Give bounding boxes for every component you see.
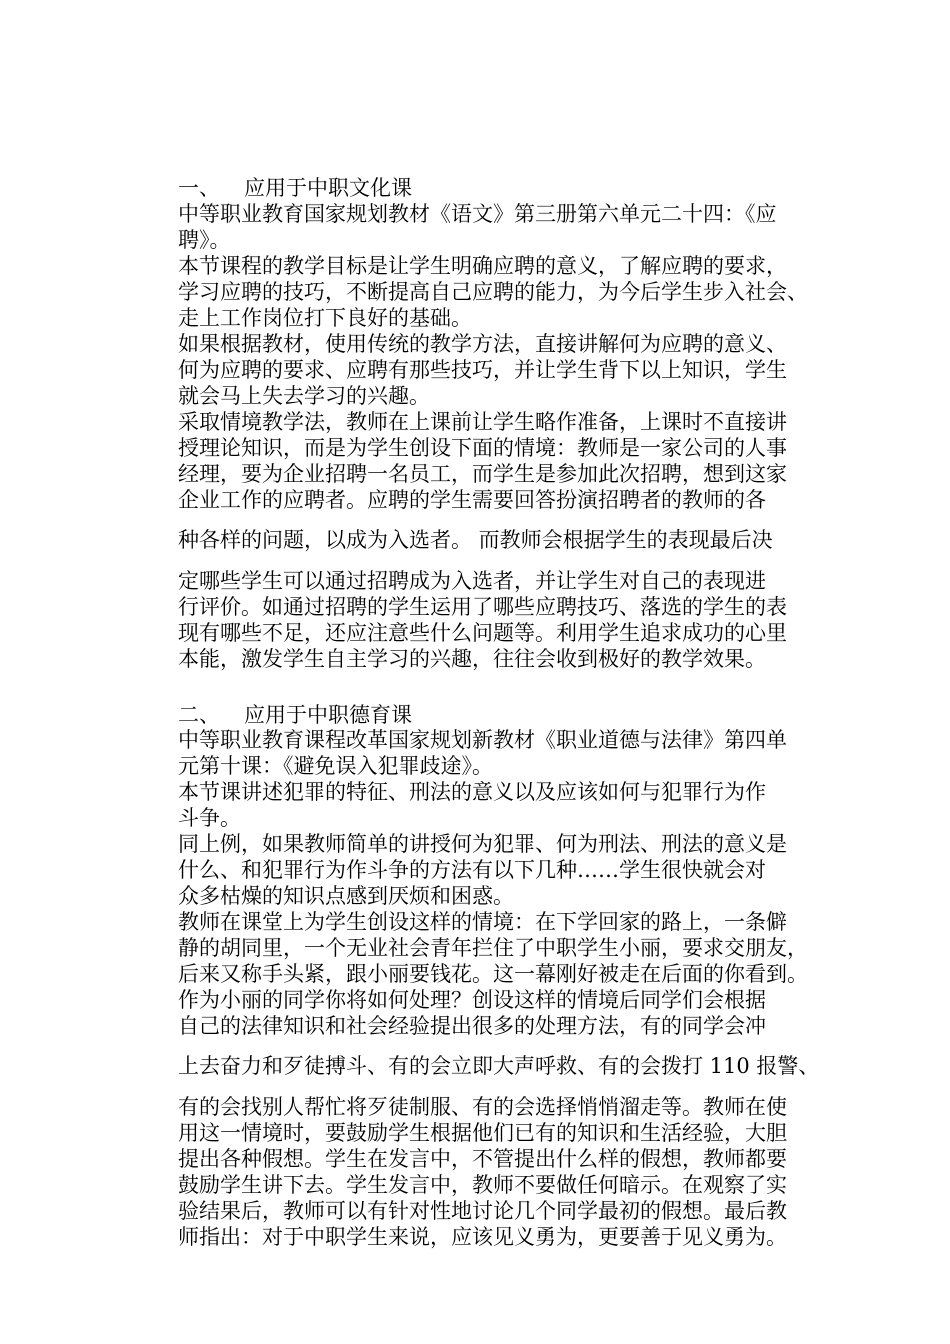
- paragraph-line: 聘》。: [178, 228, 231, 252]
- paragraph-line: 授理论知识，而是为学生创设下面的情境：教师是一家公司的人事: [178, 436, 787, 460]
- paragraph-line: 后来又称手头紧，跟小丽要钱花。这一幕刚好被走在后面的你看到。: [178, 962, 808, 986]
- paragraph-line: 就会马上失去学习的兴趣。: [178, 384, 430, 408]
- section-1-title: 应用于中职文化课: [244, 176, 412, 200]
- section-2-number: 二、: [178, 703, 220, 727]
- paragraph-line: 验结果后，教师可以有针对性地讨论几个同学最初的假想。最后教: [178, 1199, 787, 1223]
- paragraph-line: 何为应聘的要求、应聘有那些技巧，并让学生背下以上知识，学生: [178, 358, 787, 382]
- paragraph-line: 现有哪些不足，还应注意些什么问题等。利用学生追求成功的心里: [178, 621, 787, 645]
- paragraph-line: 本能，激发学生自主学习的兴趣，往往会收到极好的教学效果。: [178, 647, 766, 671]
- paragraph-line: 作为小丽的同学你将如何处理？创设这样的情境后同学们会根据: [178, 988, 766, 1012]
- paragraph-line: 上去奋力和歹徒搏斗、有的会立即大声呼救、有的会拨打 110 报警、: [178, 1054, 820, 1078]
- paragraph-line: 用这一情境时，要鼓励学生根据他们已有的知识和生活经验，大胆: [178, 1121, 787, 1145]
- section-2-title: 应用于中职德育课: [244, 703, 412, 727]
- section-1-heading: [178, 175, 828, 201]
- paragraph-line: 提出各种假想。学生在发言中，不管提出什么样的假想，教师都要: [178, 1147, 787, 1171]
- paragraph-line: 同上例，如果教师简单的讲授何为犯罪、何为刑法、刑法的意义是: [178, 832, 787, 856]
- paragraph-line: 走上工作岗位打下良好的基础。: [178, 306, 472, 330]
- paragraph-line: 如果根据教材，使用传统的教学方法，直接讲解何为应聘的意义、: [178, 332, 787, 356]
- paragraph-line: 本节课讲述犯罪的特征、刑法的意义以及应该如何与犯罪行为作: [178, 780, 766, 804]
- paragraph-line: 中等职业教育国家规划教材《语文》第三册第六单元二十四：《应: [178, 202, 777, 226]
- paragraph-line: 中等职业教育课程改革国家规划新教材《职业道德与法律》第四单: [178, 728, 787, 752]
- paragraph-line: 有的会找别人帮忙将歹徒制服、有的会选择悄悄溜走等。教师在使: [178, 1095, 787, 1119]
- paragraph-line: 静的胡同里，一个无业社会青年拦住了中职学生小丽，要求交朋友，: [178, 936, 808, 960]
- section-1-number: 一、: [178, 176, 220, 200]
- paragraph-line: 斗争。: [178, 806, 241, 830]
- paragraph-line: 行评价。如通过招聘的学生运用了哪些应聘技巧、落选的学生的表: [178, 595, 787, 619]
- paragraph-line: 众多枯燥的知识点感到厌烦和困惑。: [178, 884, 514, 908]
- paragraph-line: 鼓励学生讲下去。学生发言中，教师不要做任何暗示。在观察了实: [178, 1173, 787, 1197]
- paragraph-line: 自己的法律知识和社会经验提出很多的处理方法，有的同学会冲: [178, 1014, 766, 1038]
- paragraph-line: 种各样的问题，以成为入选者。 而教师会根据学生的表现最后决: [178, 528, 773, 552]
- paragraph-line: 教师在课堂上为学生创设这样的情境：在下学回家的路上，一条僻: [178, 910, 787, 934]
- paragraph-line: 师指出：对于中职学生来说，应该见义勇为，更要善于见义勇为。: [178, 1225, 787, 1249]
- paragraph-line: 学习应聘的技巧，不断提高自己应聘的能力，为今后学生步入社会、: [178, 280, 808, 304]
- paragraph-line: 采取情境教学法，教师在上课前让学生略作准备，上课时不直接讲: [178, 410, 787, 434]
- section-2-heading: [178, 702, 828, 728]
- paragraph-line: 定哪些学生可以通过招聘成为入选者，并让学生对自己的表现进: [178, 569, 766, 593]
- paragraph-line: 本节课程的教学目标是让学生明确应聘的意义，了解应聘的要求，: [178, 254, 787, 278]
- paragraph-line: 什么、和犯罪行为作斗争的方法有以下几种……学生很快就会对: [178, 858, 766, 882]
- paragraph-line: 元第十课：《避免误入犯罪歧途》。: [178, 754, 493, 778]
- paragraph-line: 经理，要为企业招聘一名员工，而学生是参加此次招聘，想到这家: [178, 462, 787, 486]
- paragraph-line: 企业工作的应聘者。应聘的学生需要回答扮演招聘者的教师的各: [178, 488, 766, 512]
